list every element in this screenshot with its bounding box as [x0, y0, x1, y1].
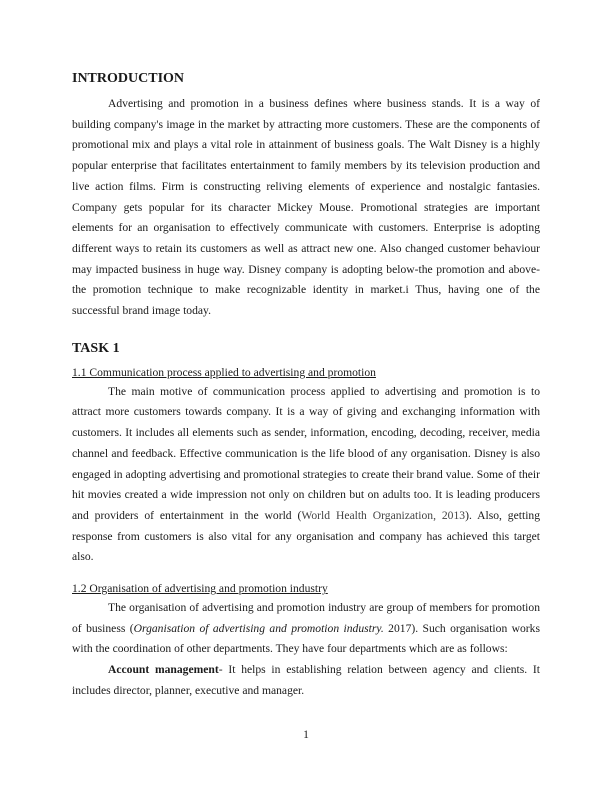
account-management-label: Account management: [108, 663, 219, 677]
intro-paragraph: Advertising and promotion in a business defines where business stands. It is a way of building company's image in the market by attracting more customers. These are the components of promotional mix and plays a vital role in attainment of business goals. The Walt Disney is a highly popular enterprise that facilitates entertainment to family members by its television production and live action films. Firm is constructing reliving elements of experience and nostalgic fantasies. Company gets popular for its character Mickey Mouse. Promotional strategies are important elements for an organisation to effectively communicate with customers. Enterprise is adopting different ways to retain its customers as well as attract new one. Also changed customer behaviour may impacted business in huge way. Disney company is adopting below-the promotion and above-the promotion technique to make recognizable identity in market.i Thus, having one of the successful brand image today.: [72, 97, 540, 318]
citation-italic: Organisation of advertising and promotion industry.: [133, 621, 384, 635]
document-page: [72, 70, 540, 702]
intro-heading: INTRODUCTION: [72, 71, 185, 86]
section-1-1-title: 1.1 Communication process applied to advertising and promotion: [72, 365, 376, 379]
text-segment: The main motive of communication process applied to advertising and promotion is to attract more customers towards company. It is a way of giving and exchanging information with customers. It includes all elements such as sender, information, encoding, decoding, receiver, media channel and feedback. Effective communication is the life blood of any organisation. Disney is also engaged in adopting advertising and promotional strategies to create their brand value. Some of their hit movies created a wide impression not only on children but on adults too. It is leading producers and providers of entertainment in the world (: [72, 384, 540, 522]
account-management-paragraph: [72, 660, 540, 701]
task1-heading: TASK 1: [72, 340, 120, 356]
citation-year: 2017: [383, 621, 412, 635]
text-segment: ). Also, getting response from customers is also vital for any organisation and company has achieved this target also.: [72, 508, 541, 564]
text-segment: The organisation of advertising and promotion industry are group of members for promotion of business (: [72, 601, 540, 635]
section-1-2-title: 1.2 Organisation of advertising and promotion industry: [72, 582, 328, 596]
page-number: 1: [303, 728, 309, 741]
section-1-1-paragraph: [72, 382, 540, 568]
text-segment: - It helps in establishing relation between agency and clients. It includes director, planner, executive and manager.: [72, 663, 540, 697]
text-segment: ). Such organisation works with the coordination of other departments. They have four departments which are as follows:: [72, 621, 540, 656]
citation: World Health Organization, 2013: [301, 508, 466, 522]
section-1-2-paragraph: [72, 598, 540, 660]
